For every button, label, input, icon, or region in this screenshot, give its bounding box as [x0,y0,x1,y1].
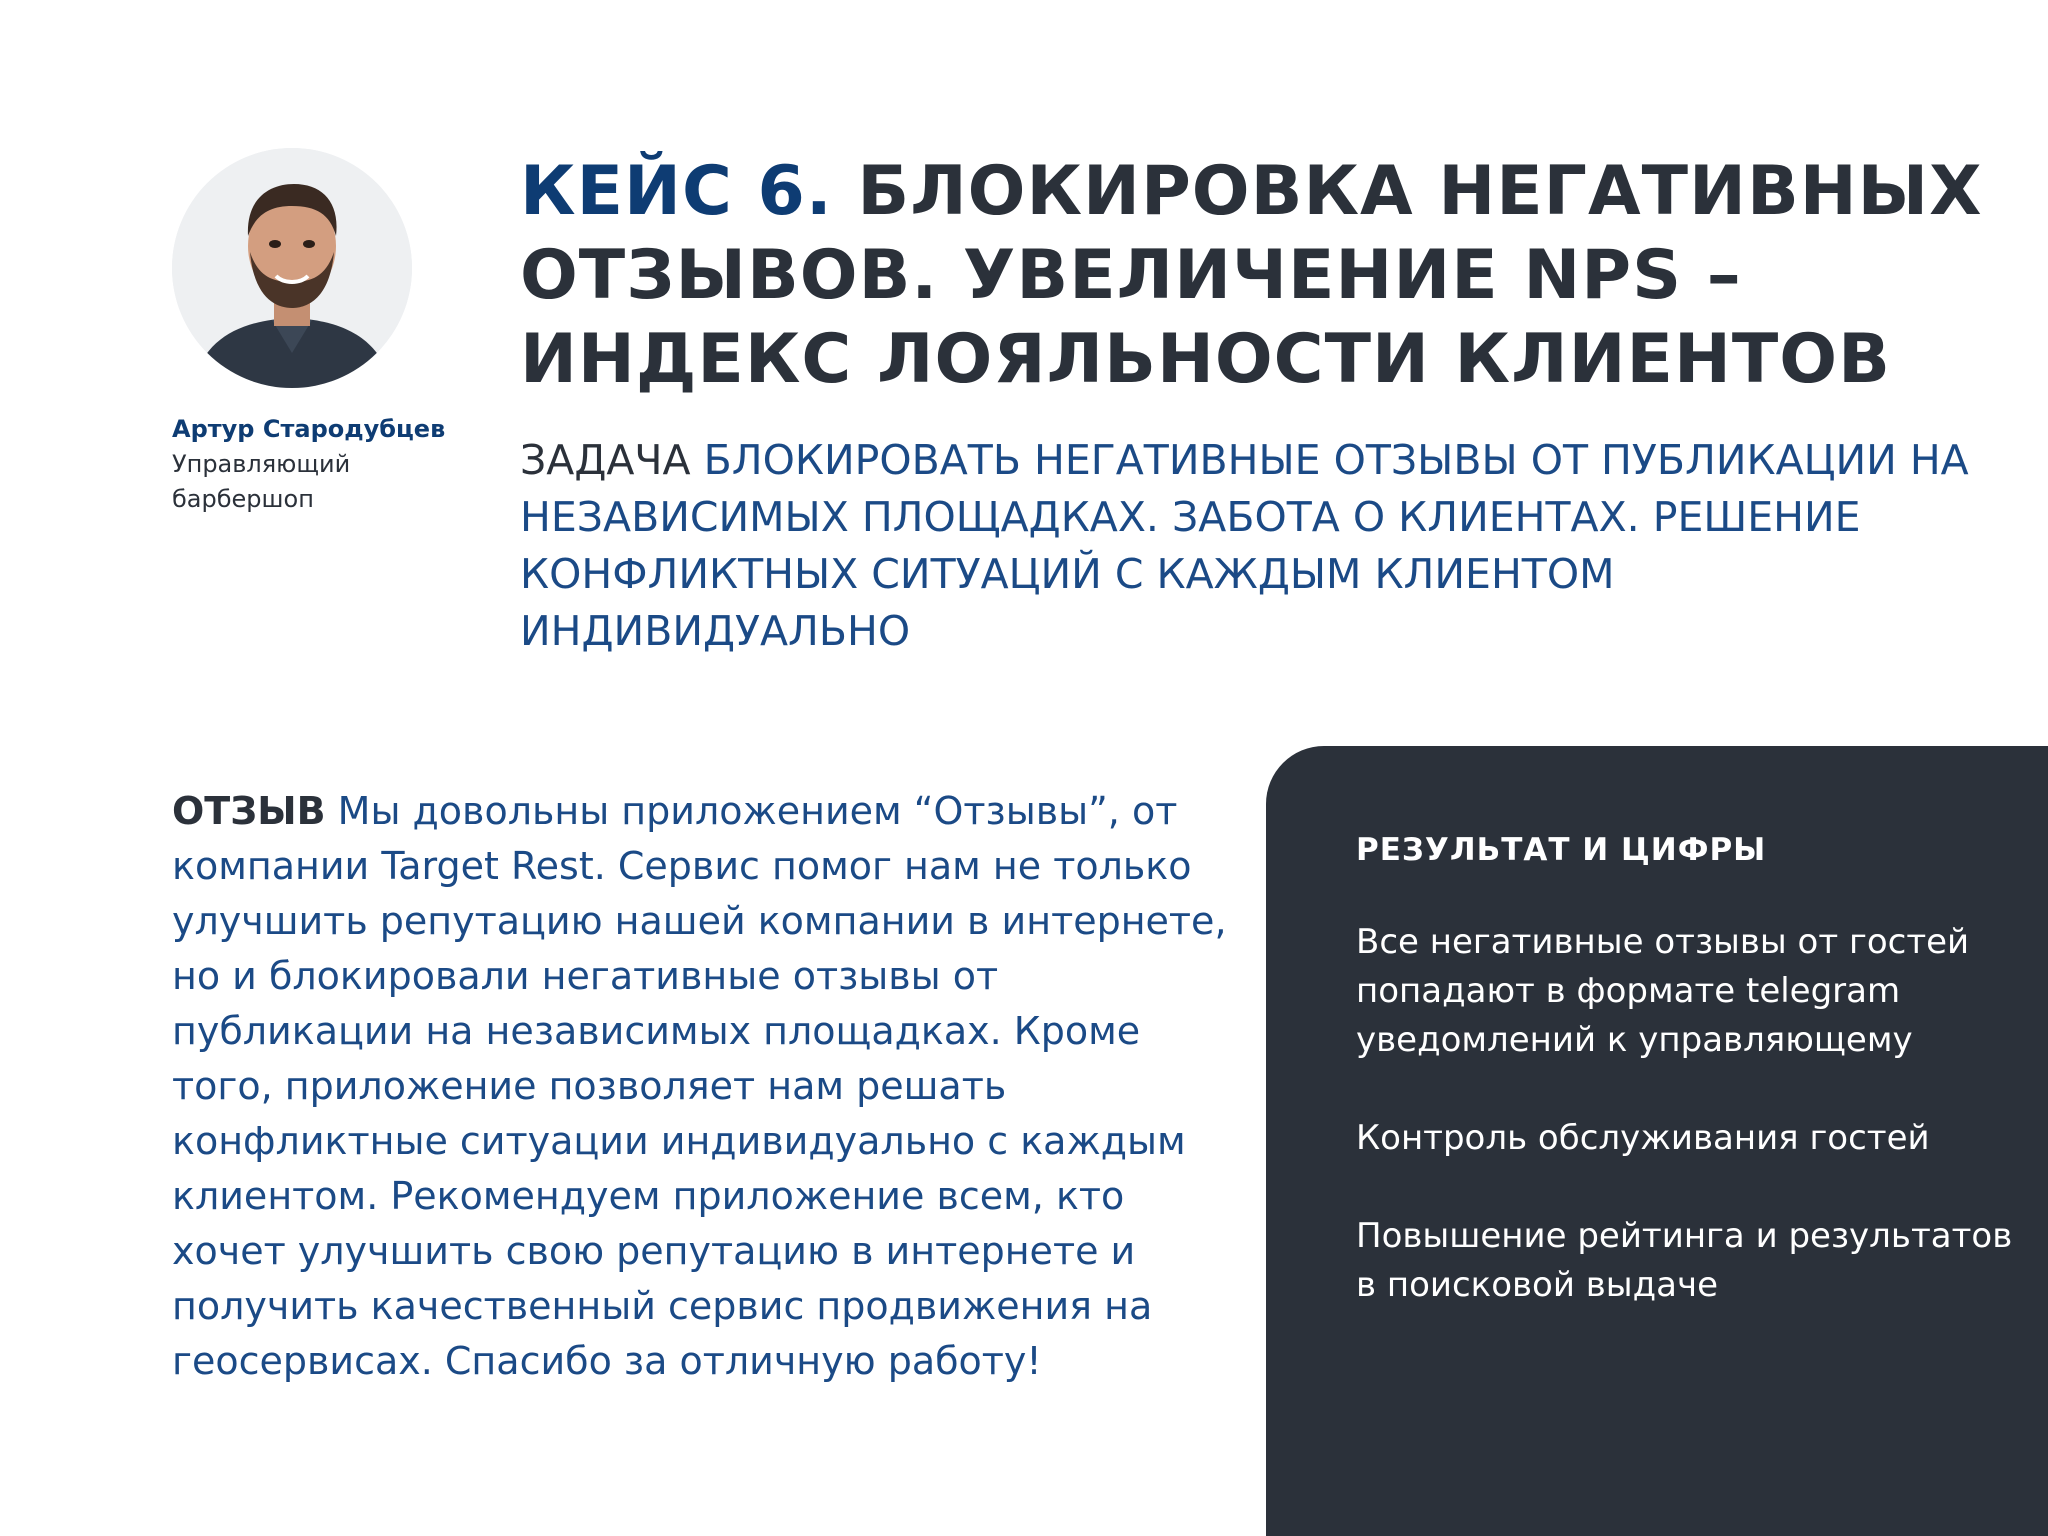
author-photo-illustration [172,148,412,388]
results-item: Повышение рейтинга и результатов в поисковой выдаче [1356,1216,2013,1305]
review-label: ОТЗЫВ [172,789,326,833]
results-heading: РЕЗУЛЬТАТ И ЦИФРЫ [1356,832,1767,868]
case-label: КЕЙС 6. [520,152,833,231]
author-caption [172,412,472,517]
results-item: Контроль обслуживания гостей [1356,1118,1930,1158]
review-block [172,784,1232,1389]
author-role-line1: Управляющий [172,450,351,478]
results-panel [1266,746,2048,1536]
case-title-text: БЛОКИРОВКА НЕГАТИВНЫХ ОТЗЫВОВ. УВЕЛИЧЕНИЕ NPS – ИНДЕКС ЛОЯЛЬНОСТИ КЛИЕНТОВ [520,152,1983,399]
task-text: БЛОКИРОВАТЬ НЕГАТИВНЫЕ ОТЗЫВЫ ОТ ПУБЛИКАЦИИ НА НЕЗАВИСИМЫХ ПЛОЩАДКАХ. ЗАБОТА О КЛИЕНТАХ. РЕШЕНИЕ КОНФЛИКТНЫХ СИТУАЦИЙ С КАЖДЫМ КЛИЕНТОМ ИНДИВИДУАЛЬНО [520,436,1969,655]
author-photo [172,148,412,388]
review-text: Мы довольны приложением “Отзывы”, от компании Target Rest. Сервис помог нам не только улучшить репутацию нашей компании в интернете, но и блокировали негативные отзывы от публикации на независимых площадках. Кроме того, приложение позволяет нам решать конфликтные ситуации индивидуально с каждым клиентом. Рекомендуем приложение всем, кто хочет улучшить свою репутацию в интернете и получить качественный сервис продвижения на геосервисах. Спасибо за отличную работу! [172,789,1227,1383]
task-label: ЗАДАЧА [520,436,691,484]
author-role-line2: барбершоп [172,485,314,513]
page-title [520,150,2020,402]
results-item: Все негативные отзывы от гостей попадают в формате telegram уведомлений к управляющему [1356,922,1970,1060]
author-name: Артур Стародубцев [172,415,446,443]
task-block [520,432,1980,660]
